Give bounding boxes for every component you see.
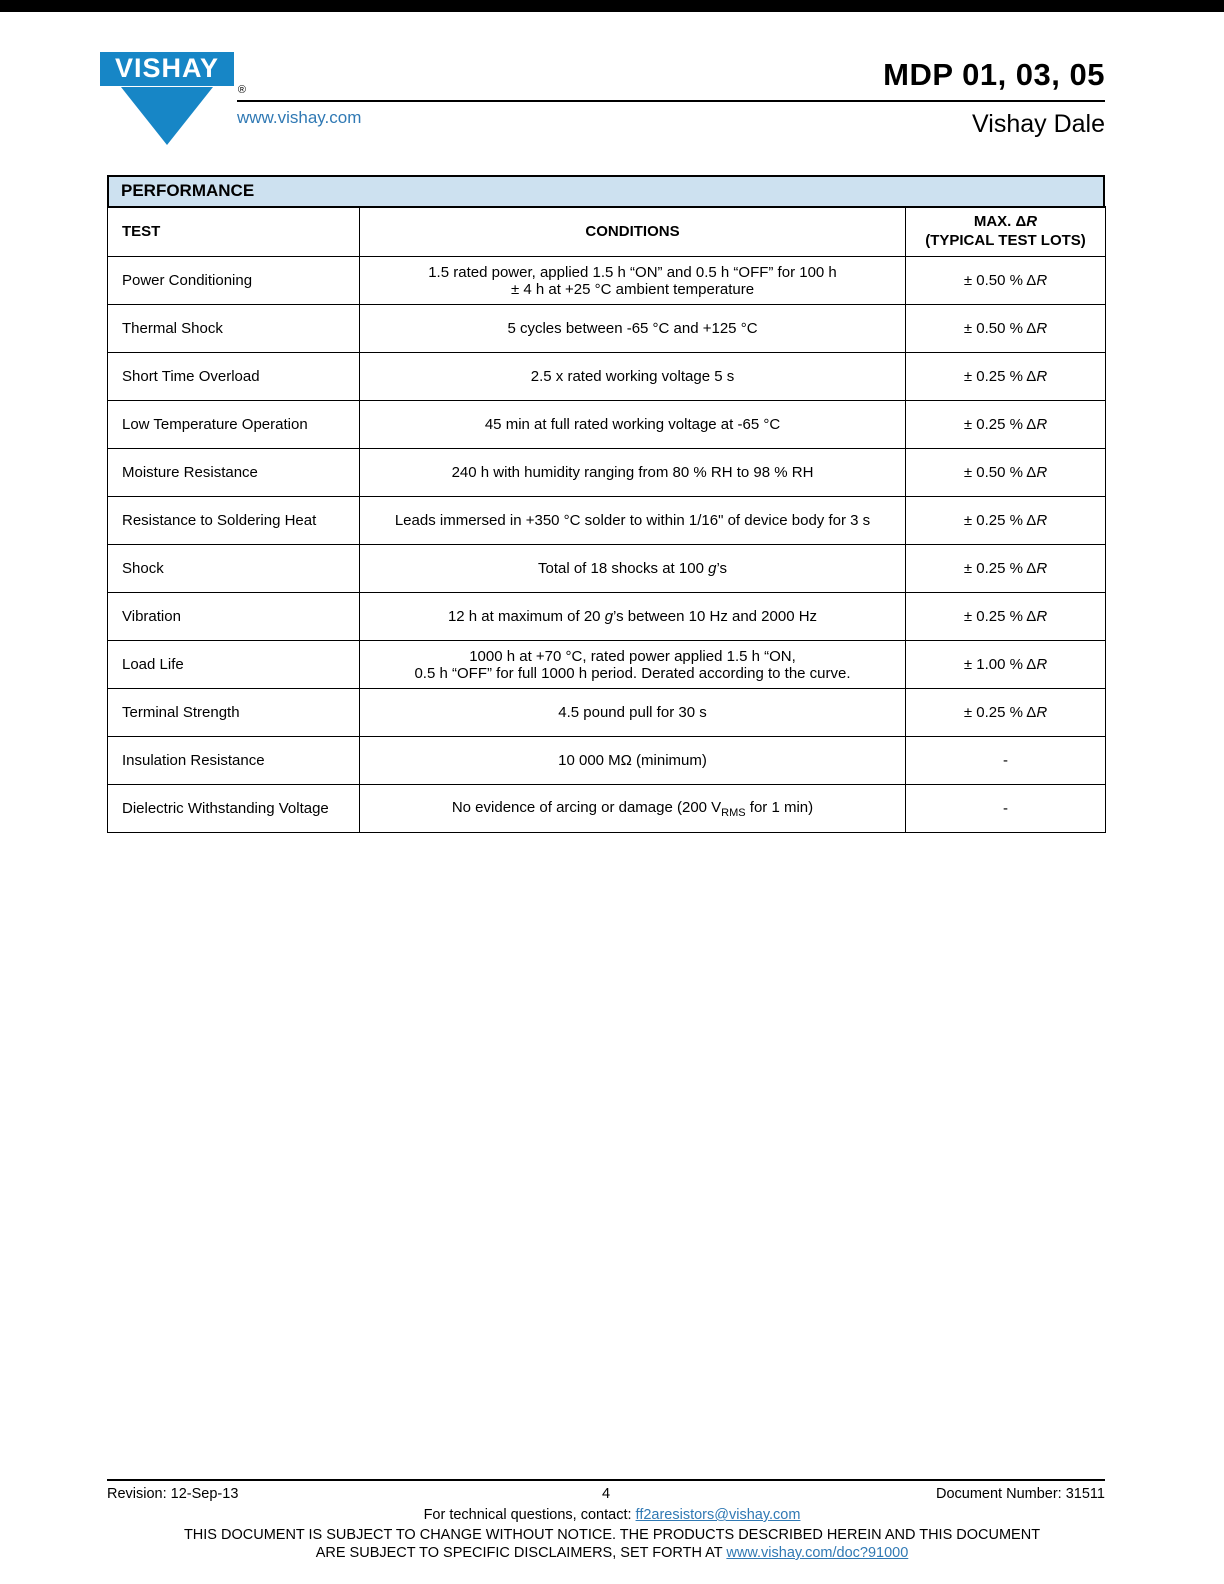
condition-italic-g: g [604,608,614,625]
max-value: ± 0.25 % Δ [963,368,1037,385]
max-value-r: R [1036,272,1048,289]
max-cell [906,593,1106,641]
table-row [108,497,1106,545]
max-value-r: R [1036,320,1048,337]
column-header-conditions: CONDITIONS [360,207,906,257]
conditions-cell: 240 h with humidity ranging from 80 % RH to 98 % RH [360,449,906,497]
revision-text: Revision: 12-Sep-13 [107,1486,239,1502]
table-title: PERFORMANCE [107,175,1105,208]
max-value-r: R [1036,608,1048,625]
condition-text: ’s between 10 Hz and 2000 Hz [613,608,818,625]
disclaimer-link[interactable]: www.vishay.com/doc?91000 [726,1545,909,1561]
condition-line: 1000 h at +70 °C, rated power applied 1.5 h “ON, [469,647,796,665]
condition-text: Total of 18 shocks at 100 [537,560,709,577]
max-value-r: R [1036,416,1048,433]
max-value: ± 0.50 % Δ [963,464,1037,481]
table-row [108,545,1106,593]
table-row [108,305,1106,353]
footer-rule [107,1479,1105,1481]
max-value: ± 0.25 % Δ [963,560,1037,577]
brand-name: Vishay Dale [972,110,1105,138]
condition-text: ’s [716,560,727,577]
test-cell: Short Time Overload [108,353,360,401]
max-value: - [1003,800,1008,817]
vishay-logo-text: VISHAY [100,52,234,86]
max-cell [906,545,1106,593]
test-cell: Terminal Strength [108,689,360,737]
test-cell: Moisture Resistance [108,449,360,497]
max-value: ± 0.25 % Δ [963,608,1037,625]
max-value-r: R [1036,704,1048,721]
max-value: - [1003,752,1008,769]
registered-trademark-icon: ® [237,84,246,96]
test-cell: Thermal Shock [108,305,360,353]
column-header-test: TEST [108,207,360,257]
max-value: ± 1.00 % Δ [963,656,1037,673]
document-number: Document Number: 31511 [936,1486,1105,1502]
max-cell [906,353,1106,401]
test-cell: Insulation Resistance [108,737,360,785]
conditions-cell: 5 cycles between -65 °C and +125 °C [360,305,906,353]
max-value-r: R [1036,656,1048,673]
test-cell: Vibration [108,593,360,641]
test-cell: Power Conditioning [108,257,360,305]
contact-email-link[interactable]: ff2aresistors@vishay.com [635,1507,801,1523]
max-value: ± 0.25 % Δ [963,416,1037,433]
condition-line: 0.5 h “OFF” for full 1000 h period. Derated according to the curve. [414,664,851,682]
performance-section [107,175,1105,833]
table-row [108,353,1106,401]
disclaimer-prefix: ARE SUBJECT TO SPECIFIC DISCLAIMERS, SET FORTH AT [315,1545,727,1561]
table-row [108,401,1106,449]
max-value: ± 0.25 % Δ [963,704,1037,721]
max-cell [906,641,1106,689]
max-cell [906,305,1106,353]
table-row [108,785,1106,833]
max-cell [906,401,1106,449]
conditions-cell: 2.5 x rated working voltage 5 s [360,353,906,401]
condition-line: ± 4 h at +25 °C ambient temperature [510,280,755,298]
max-value: ± 0.25 % Δ [963,512,1037,529]
conditions-cell [360,641,906,689]
table-row [108,449,1106,497]
max-value-r: R [1036,464,1048,481]
test-cell: Shock [108,545,360,593]
part-number: MDP 01, 03, 05 [883,57,1105,92]
contact-line [0,1507,1224,1523]
condition-text: No evidence of arcing or damage (200 V [451,798,722,816]
conditions-cell [360,257,906,305]
condition-text: 12 h at maximum of 20 [447,608,605,625]
header-rule [237,100,1105,102]
max-dr-label: MAX. Δ [973,212,1027,230]
conditions-cell: 4.5 pound pull for 30 s [360,689,906,737]
column-header-max-dr [906,207,1106,257]
test-cell: Dielectric Withstanding Voltage [108,785,360,833]
conditions-cell: 45 min at full rated working voltage at -65 °C [360,401,906,449]
conditions-cell [360,593,906,641]
max-value-r: R [1036,560,1048,577]
disclaimer-line-2 [0,1545,1224,1561]
condition-text: for 1 min) [745,798,814,816]
website-link[interactable]: www.vishay.com [237,108,362,127]
max-cell [906,257,1106,305]
table-row [108,689,1106,737]
table-row [108,257,1106,305]
max-value-r: R [1036,512,1048,529]
max-dr-r: R [1026,212,1038,230]
top-black-bar [0,0,1224,12]
max-cell [906,785,1106,833]
performance-table [107,206,1106,833]
condition-italic-g: g [708,560,717,577]
conditions-cell [360,545,906,593]
max-cell [906,737,1106,785]
max-cell [906,689,1106,737]
page-number: 4 [601,1486,611,1502]
table-row [108,641,1106,689]
table-row [108,593,1106,641]
conditions-cell: Leads immersed in +350 °C solder to within 1/16" of device body for 3 s [360,497,906,545]
test-cell: Load Life [108,641,360,689]
condition-subscript: RMS [721,806,746,819]
condition-line: 1.5 rated power, applied 1.5 h “ON” and 0.5 h “OFF” for 100 h [428,263,837,281]
test-cell: Low Temperature Operation [108,401,360,449]
conditions-cell: 10 000 MΩ (minimum) [360,737,906,785]
table-row [108,737,1106,785]
max-cell [906,449,1106,497]
vishay-triangle-icon [121,87,213,145]
disclaimer-line-1: THIS DOCUMENT IS SUBJECT TO CHANGE WITHOUT NOTICE. THE PRODUCTS DESCRIBED HEREIN AND THIS DOCUMENT [183,1527,1041,1543]
test-cell: Resistance to Soldering Heat [108,497,360,545]
vishay-logo [100,52,246,145]
contact-prefix: For technical questions, contact: [423,1507,636,1523]
max-value: ± 0.50 % Δ [963,320,1037,337]
max-value: ± 0.50 % Δ [963,272,1037,289]
max-dr-sublabel: (TYPICAL TEST LOTS) [925,231,1086,249]
conditions-cell [360,785,906,833]
max-cell [906,497,1106,545]
max-value-r: R [1036,368,1048,385]
table-header-row [108,207,1106,257]
